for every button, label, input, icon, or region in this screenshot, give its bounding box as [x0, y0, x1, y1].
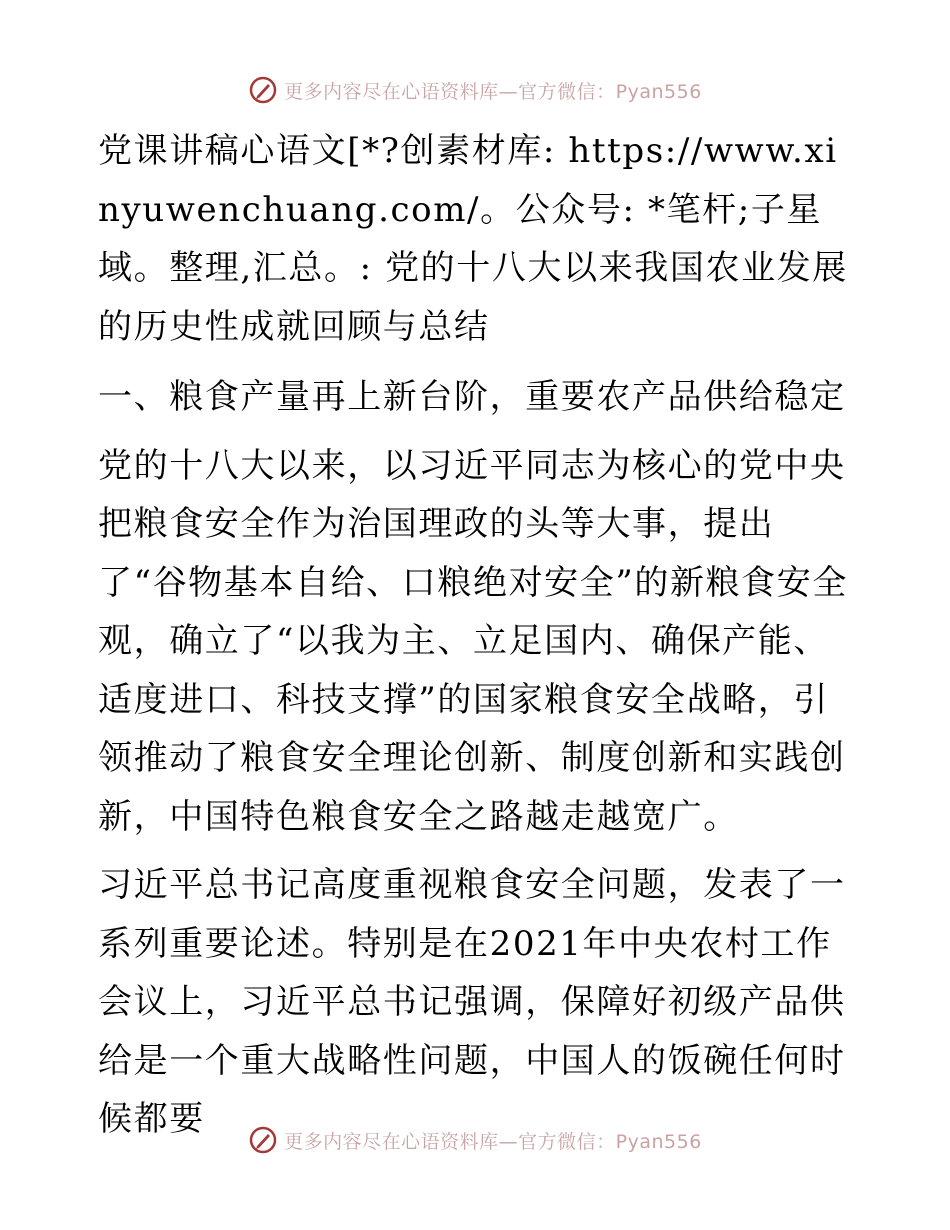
body-paragraph: 习近平总书记高度重视粮食安全问题，发表了一系列重要论述。特别是在2021年中央农村工作会议上，习近平总书记强调，保障好初级产品供给是一个重大战略性问题，中国人的饭碗任何时候都要 — [98, 865, 846, 1139]
document-title: 党课讲稿心语文[*?创素材库: https://www.xinyuwenchuang.com/。公众号: *笔杆;子星域。整理,汇总。: 党的十八大以来我国农业发展的历史性成就回顾与总结 — [98, 131, 848, 347]
document-body — [98, 122, 853, 1149]
section-heading: 一、粮食产量再上新台阶，重要农产品供给稳定 — [98, 377, 846, 417]
pen-logo-icon — [248, 1125, 278, 1155]
watermark-text: 更多内容尽在心语资料库—官方微信：Pyan556 — [284, 80, 702, 103]
body-paragraph: 党的十八大以来，以习近平同志为核心的党中央把粮食安全作为治国理政的头等大事，提出了“谷物基本自给、口粮绝对安全”的新粮食安全观，确立了“以我为主、立足国内、确保产能、适度进口、科技支撑”的国家粮食安全战略，引领推动了粮食安全理论创新、制度创新和实践创新，中国特色粮食安全之路越走越宽广。 — [98, 445, 848, 837]
pen-logo-icon — [248, 75, 278, 105]
watermark-text: 更多内容尽在心语资料库—官方微信：Pyan556 — [284, 1130, 702, 1153]
watermark-banner-top — [0, 70, 950, 110]
watermark-banner-bottom — [0, 1120, 950, 1160]
